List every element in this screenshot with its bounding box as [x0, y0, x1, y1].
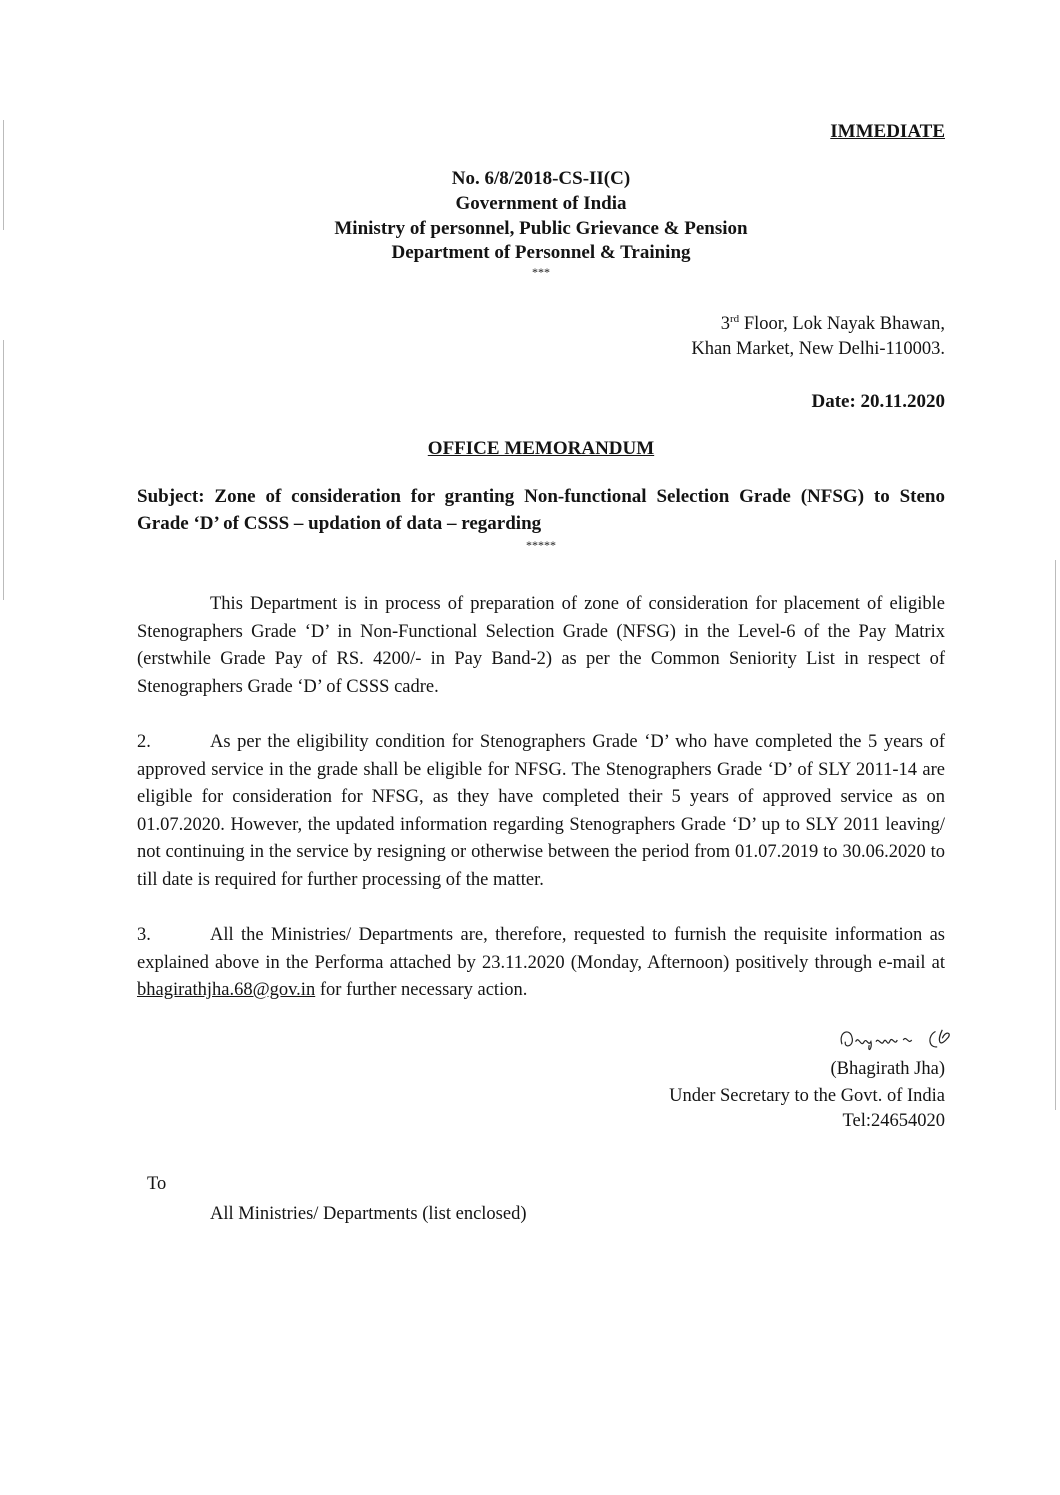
signatory-designation: Under Secretary to the Govt. of India [669, 1085, 945, 1106]
recipients: All Ministries/ Departments (list enclosed) [210, 1203, 527, 1224]
paragraph-1: This Department is in process of preparation of zone of consideration for placement of eligible Stenographers Grade ‘D’ in Non-Functional Selection Grade (NFSG) in the Level-6 of the Pay Matrix (erstwhile Grade Pay of RS. 4200/- in Pay Band-2) as per the Common Seniority List in respect of Stenographers Grade ‘D’ of CSSS cadre. [137, 594, 945, 697]
signatory-name: (Bhagirath Jha) [830, 1058, 945, 1079]
address-text: Floor, Lok Nayak Bhawan, [739, 314, 945, 334]
address-line-2: Khan Market, New Delhi-110003. [691, 339, 945, 359]
government-heading: Government of India [455, 193, 627, 214]
paragraph-number: 2. [137, 732, 151, 752]
header-separator: *** [532, 265, 550, 279]
paragraph-3 [137, 922, 945, 1005]
signature-row [137, 1023, 1000, 1057]
to-label: To [147, 1173, 167, 1194]
memo-title: OFFICE MEMORANDUM [427, 438, 655, 459]
signatory-telephone: Tel:24654020 [842, 1110, 945, 1131]
paragraph-text: As per the eligibility condition for Stenographers Grade ‘D’ who have completed the 5 years of approved service in the grade shall be eligible for NFSG. The Stenographers Grade ‘D’ of SLY 2011-14 are eligible for consideration for NFSG, as they have completed their 5 years of approved service as on 01.07.2020. However, the updated information regarding Stenographers Grade ‘D’ up to SLY 2011 leaving/ not continuing in the service by resigning or otherwise between the period from 01.07.2019 to 30.06.2020 to till date is required for further processing of the matter. [137, 732, 945, 890]
email-link[interactable]: bhagirathjha.68@gov.in [137, 980, 316, 1000]
ministry-heading: Ministry of personnel, Public Grievance & Pension [334, 218, 748, 239]
department-heading: Department of Personnel & Training [391, 242, 691, 263]
priority-label: IMMEDIATE [830, 121, 945, 142]
address-line-1 [137, 312, 945, 337]
floor-number: 3 [720, 314, 731, 334]
subject-separator: ***** [526, 538, 556, 552]
memo-title-row [137, 437, 945, 461]
file-number: No. 6/8/2018-CS-II(C) [451, 168, 631, 189]
paragraph-2 [137, 729, 945, 894]
memo-subject: Subject: Zone of consideration for granting Non-functional Selection Grade (NFSG) to Steno Grade ‘D’ of CSSS – updation of data – regarding [137, 486, 945, 534]
floor-superscript: rd [730, 312, 740, 325]
paragraph-number: 3. [137, 925, 151, 945]
paragraph-text: for further necessary action. [315, 980, 528, 1000]
handwritten-signature [820, 1023, 1000, 1057]
priority-row [137, 120, 945, 144]
memo-date: Date: 20.11.2020 [811, 391, 945, 412]
paragraph-text: All the Ministries/ Departments are, therefore, requested to furnish the requisite information as explained above in the Performa attached by 23.11.2020 (Monday, Afternoon) positively through e-mail at [137, 925, 945, 973]
